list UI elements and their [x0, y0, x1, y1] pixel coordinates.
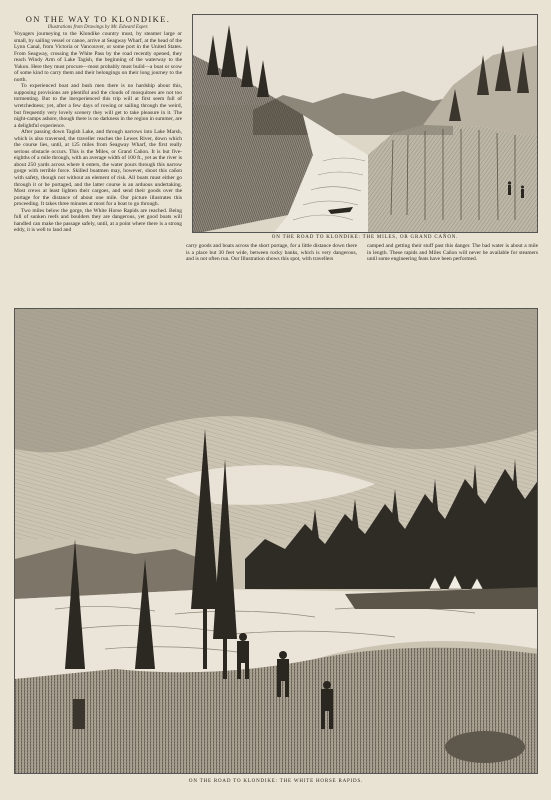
rapids-illustration	[15, 309, 538, 774]
canyon-illustration	[193, 15, 538, 233]
white-horse-rapids-engraving	[14, 308, 538, 774]
figure-caption: ON THE ROAD TO KLONDIKE: THE WHITE HORSE RAPIDS.	[188, 779, 364, 784]
paragraph: camped and getting their stuff past this danger. The bad water is about a mile in length. These rapids and Miles Cañon will never be available for steamers until some engineering feats have been performed.	[367, 243, 538, 263]
paragraph: After passing down Tagish Lake, and through narrows into Lake Marsh, which is also traversed, the traveller reaches the Lewes River, down which the course lies, until, at 125 miles from Seagway Wharf, the first really serious obstacle occurs. This is the Miles, or Grand Cañon. It is but five-eighths of a mile through, with an average width of 100 ft., yet as the river is about 250 yards across where it enters, the water pours through this narrow gorge with terrible force. Skilled boatmen may, however, shoot this cañon with safety, though not without an element of risk. All boats must either go through it or be portaged, and the latter course is an arduous undertaking. Most crews at least lighten their cargoes, and send their goods over the portage for the distance of about one mile. Our picture illustrates this proceeding. It takes three minutes at most for a boat to go through.	[14, 129, 182, 208]
paragraph: To experienced boat and bush men there is no hardship about this, supposing provisions are plentiful and the clouds of mosquitoes are not too tormenting. But to the inexperienced this trip will at first seem full of wretchedness; yet, after a few days of rowing or sailing through the weird, but frequently very lovely scenery they will get to take pleasure in it. The night-camps ashore, though there is no darkness in the region in summer, are a delightful experience.	[14, 83, 182, 129]
illustration-credit: Illustrations from Drawings by Mr. Edward Esper.	[47, 25, 149, 30]
grand-canon-engraving	[192, 14, 538, 233]
article-column	[14, 31, 182, 234]
continuation-columns	[186, 243, 538, 295]
paragraph: Voyagers journeying to the Klondike country must, by steamer large or small, by sailing vessel or canoe, arrive at Seagway Wharf, at the head of the Lynn Canal, from Victoria or Vancouver, or some port in the United States. From Seagway, crossing the White Pass by the road recently opened, they reach Windy Arm of Lake Tagish, the beginning of the waterway to the Yukon. Here they must procure—most probably must build—a boat or scow of some kind to carry them and their belongings on their long journey to the north.	[14, 31, 182, 83]
article-headline: ON THE WAY TO KLONDIKE.	[25, 14, 171, 24]
figure-caption: ON THE ROAD TO KLONDIKE: THE MILES, OR GRAND CAÑON.	[271, 235, 459, 240]
paragraph: carry goods and boats across the short portage, for a little distance down there is a place but 30 feet wide, between rocky banks, which is very dangerous, and is not often run. Our Illustration shows this spot, with travellers	[186, 243, 357, 263]
paragraph: Two miles below the gorge, the White Horse Rapids are reached. Being full of sunken reefs and boulders they are dangerous, yet good boats will handled can make the passage safely, until, at a point where there is a strong eddy, it is well to land and	[14, 207, 182, 234]
